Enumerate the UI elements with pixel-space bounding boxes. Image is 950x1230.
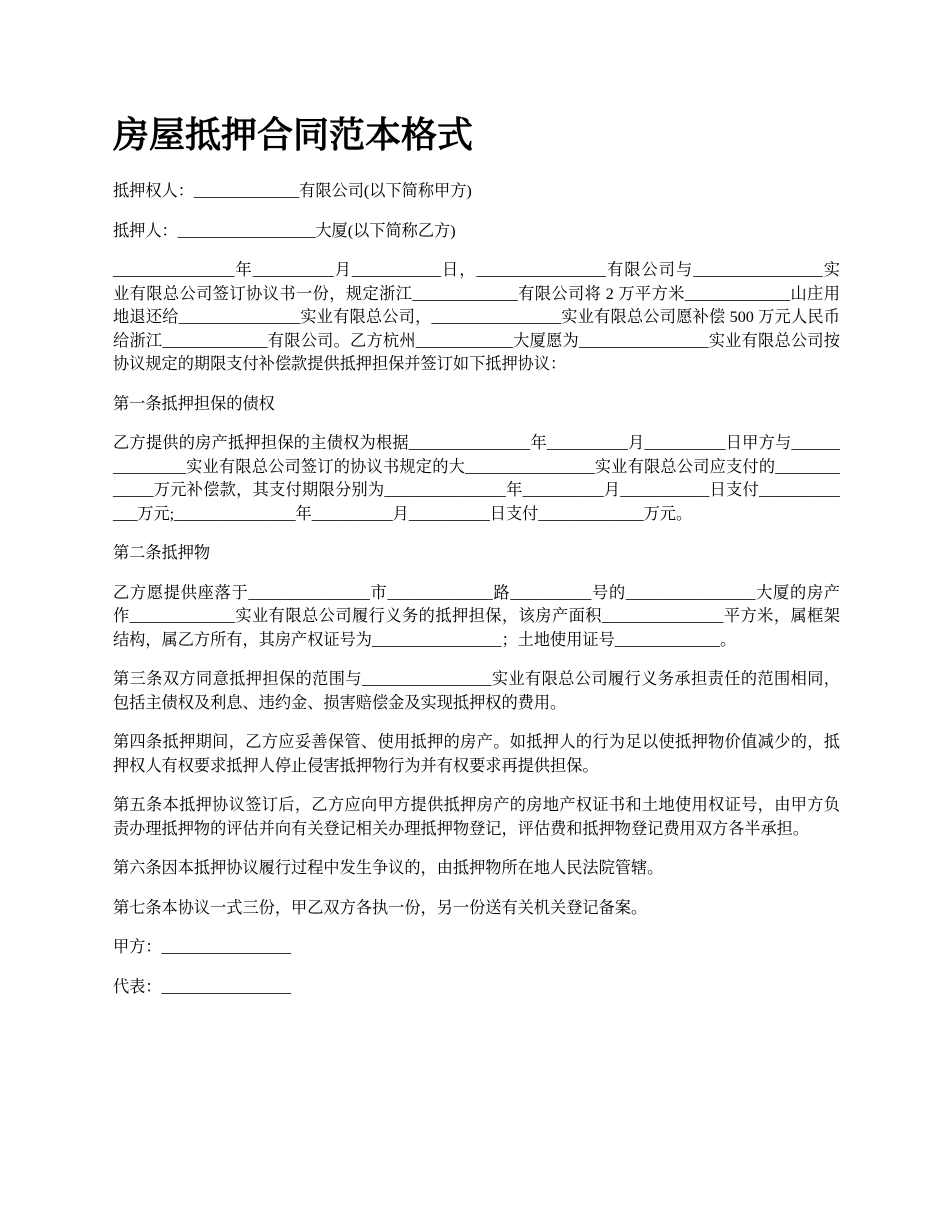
article-3: 第三条双方同意抵押担保的范围与________________实业有限总公司履行义务承担责任的范围相同，包括主债权及利息、违约金、损害赔偿金及实现抵押权的费用。 (113, 670, 840, 712)
mortgagor-line: 抵押人：_________________大厦(以下简称乙方) (113, 221, 456, 240)
article-7: 第七条本协议一式三份，甲乙双方各执一份，另一份送有关机关登记备案。 (113, 898, 648, 917)
article-5: 第五条本抵押协议签订后，乙方应向甲方提供抵押房产的房地产权证书和土地使用权证号，由甲方负责办理抵押物的评估并向有关登记相关办理抵押物登记，评估费和抵押物登记费用双方各半承担。 (113, 796, 840, 838)
article-1-heading: 第一条抵押担保的债权 (113, 394, 275, 413)
preamble-paragraph: _______________年__________月___________日，________________有限公司与________________实业有限总公司签订协议书一份，规定浙江_____________有限公司将 2 万平方米_____________山庄用地退还给_______________实业有限总公司，________________实业有限总公司愿补偿 500 万元人民币给浙江_____________有限公司。乙方杭州____________大厦愿为________________实业有限总公司按协议规定的期限支付补偿款提供抵押担保并签订如下抵押协议： (113, 261, 840, 373)
party-a-signature-line: 甲方：________________ (113, 938, 292, 956)
document-page (113, 110, 840, 1015)
article-6: 第六条因本抵押协议履行过程中发生争议的，由抵押物所在地人民法院管辖。 (113, 859, 664, 877)
article-1-body: 乙方提供的房产抵押担保的主债权为根据_______________年__________月__________日甲方与_______________实业有限总公司签订的协议书规定的大________________实业有限总公司应支付的_____________万元补偿款，其支付期限分别为_______________年__________月___________日支付_____________万元;_______________年__________月__________日支付_____________万元。 (113, 434, 840, 523)
mortgagee-line: 抵押权人：_____________有限公司(以下简称甲方) (113, 182, 472, 200)
representative-signature-line: 代表：________________ (113, 977, 292, 996)
article-2-body: 乙方愿提供座落于_______________市_____________路__________号的________________大厦的房产作_____________实业有限总公司履行义务的抵押担保，该房产面积_______________平方米，属框架结构，属乙方所有，其房产权证号为________________；土地使用证号_____________。 (113, 583, 840, 649)
article-4: 第四条抵押期间，乙方应妥善保管、使用抵押的房产。如抵押人的行为足以使抵押物价值减少的，抵押权人有权要求抵押人停止侵害抵押物行为并有权要求再提供担保。 (113, 733, 840, 775)
document-title: 房屋抵押合同范本格式 (113, 115, 474, 156)
article-2-heading: 第二条抵押物 (113, 544, 211, 562)
